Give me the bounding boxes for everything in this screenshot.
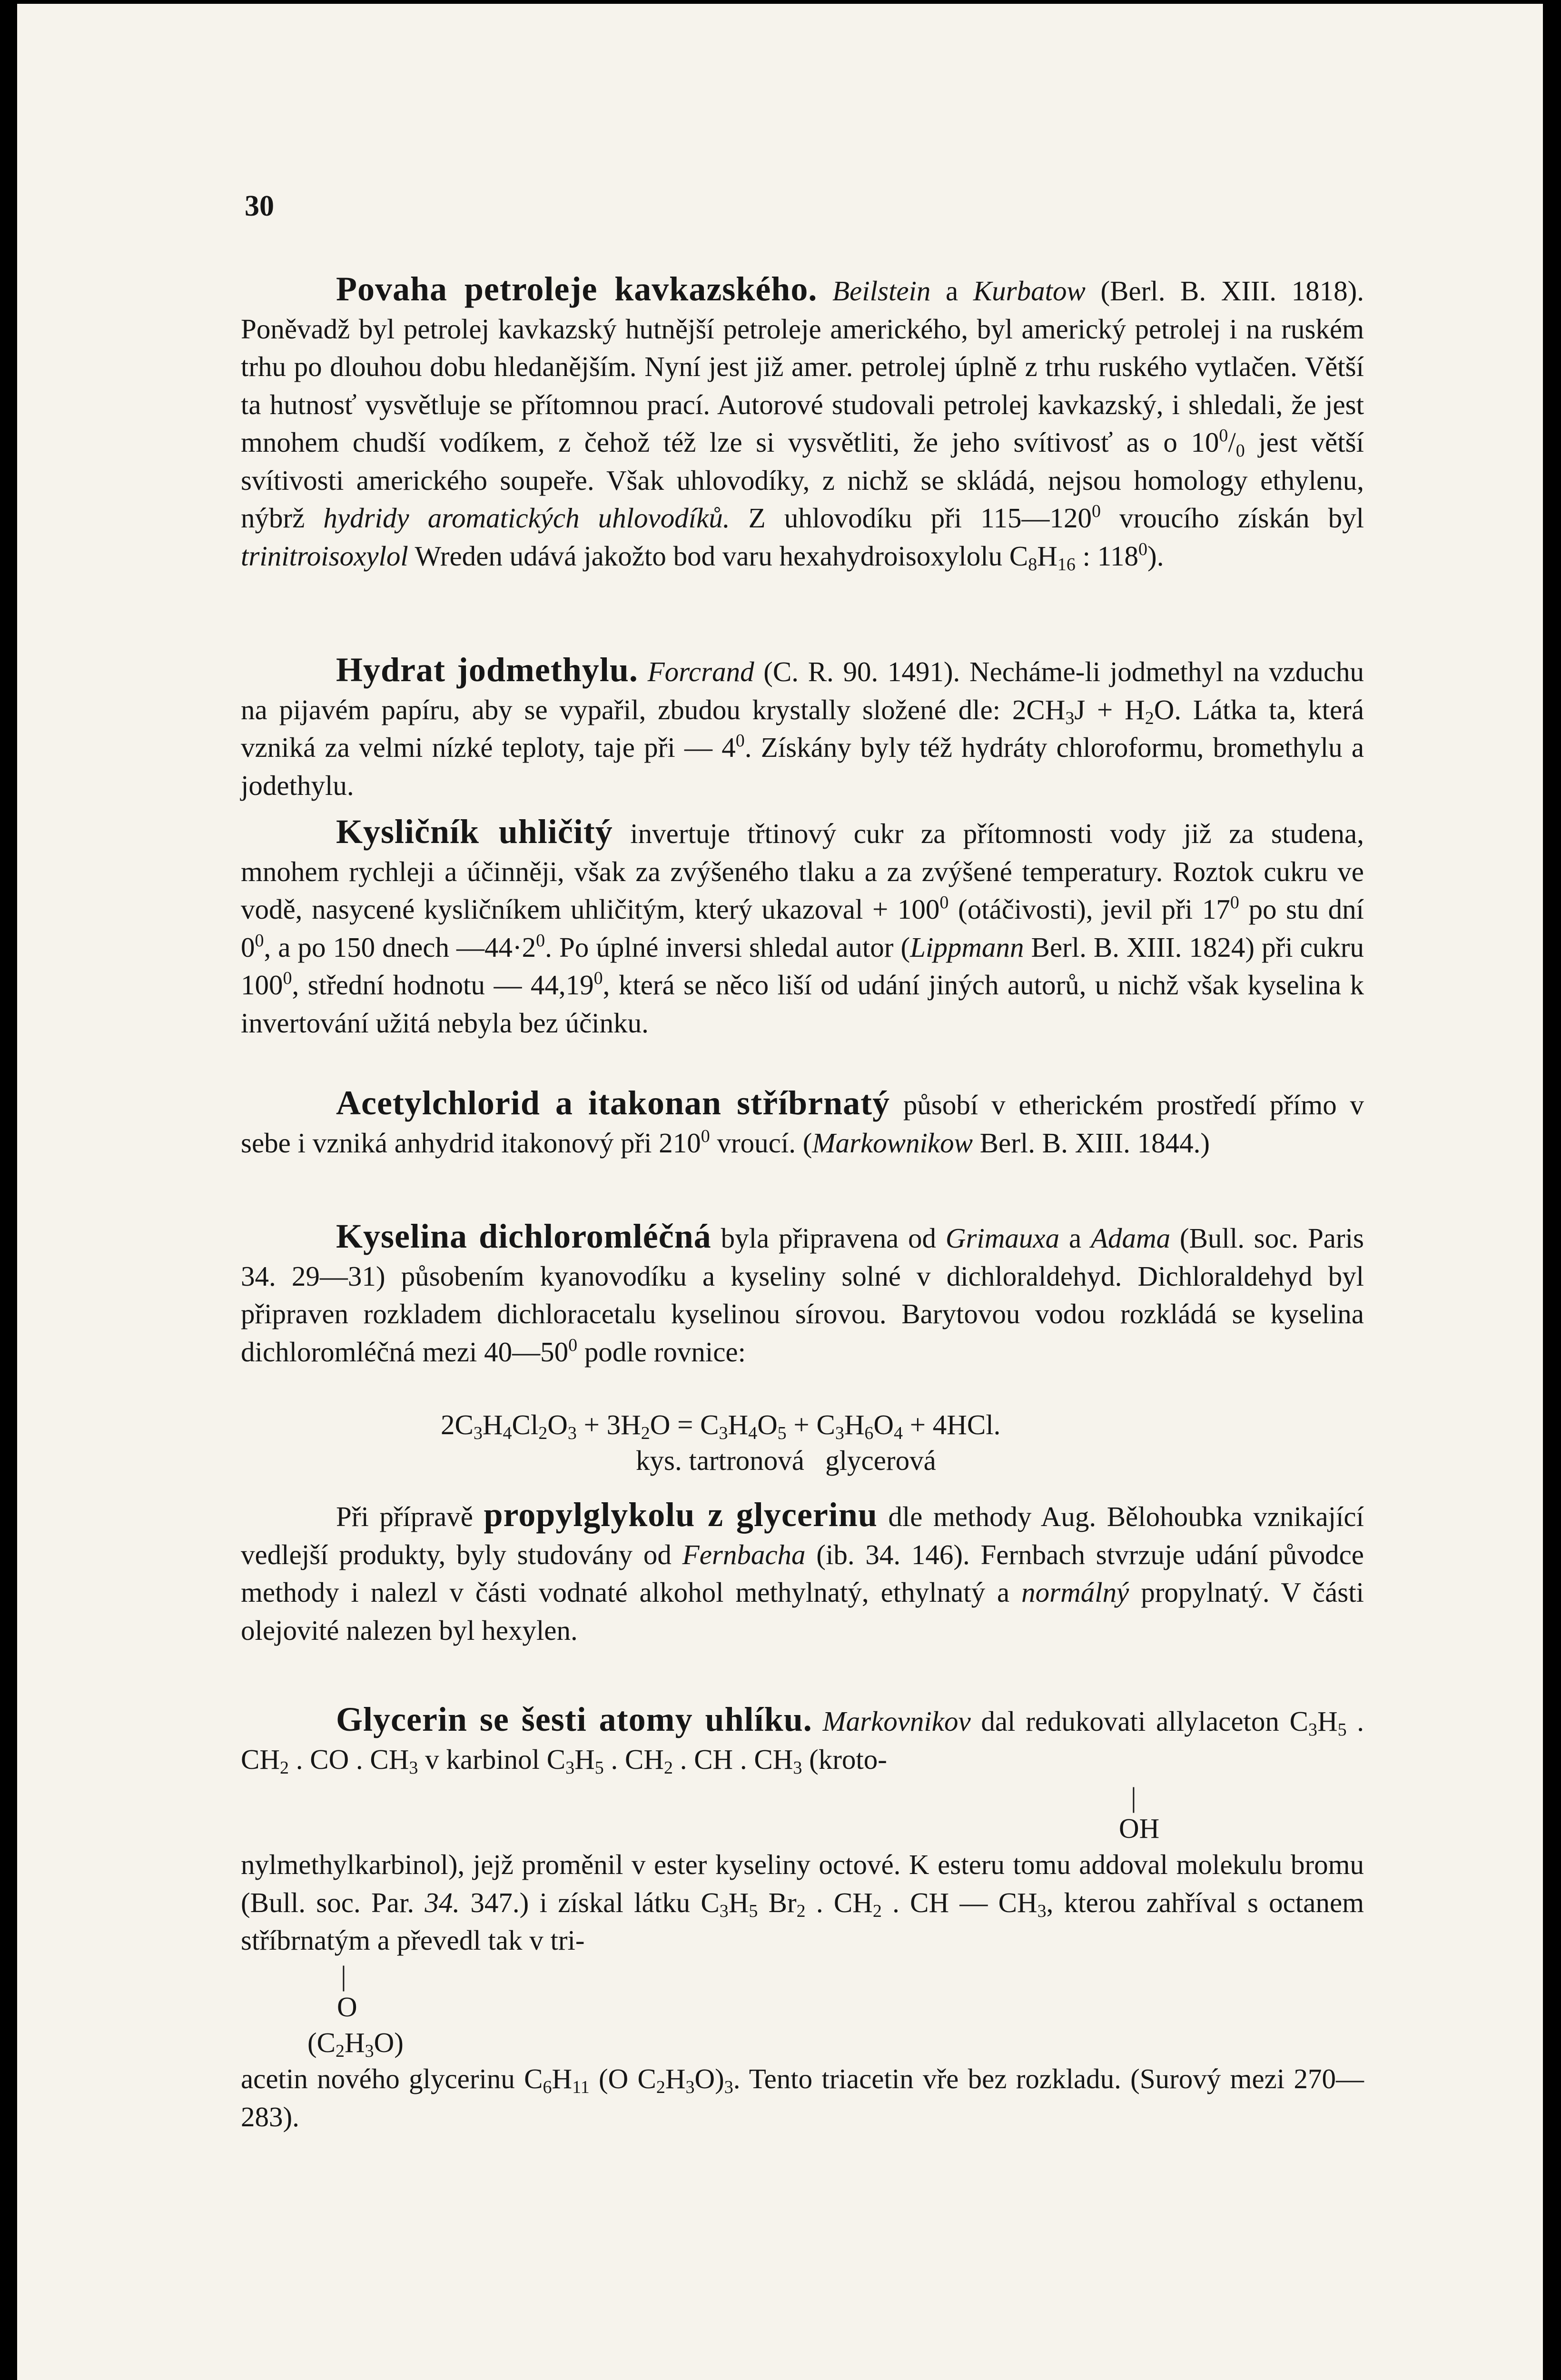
degree: 0 [255, 930, 264, 951]
text: J + H [1074, 694, 1145, 725]
eq-sub: 4 [748, 1423, 758, 1443]
eq-sub: 2 [538, 1423, 548, 1443]
degree: 0 [939, 892, 949, 912]
paragraph-carbon-dioxide [241, 813, 1364, 1042]
subscript: 3 [724, 2077, 733, 2097]
paragraph-glycerin-c6-end [241, 2060, 1364, 2136]
heading-methyl-iodide-hydrate: Hydrat jodmethylu. [336, 651, 638, 689]
text: (Bull. soc. Paris 34. 29—31) působením kyanovodíku a kyseliny solné v dichloraldehyd. Dichloraldehyd byl připraven rozkladem dichloracetalu kyselinou sírovou. Barytovou vodou rozkládá se kyselina dichloromléčná mezi 40—50 [241, 1222, 1364, 1368]
text: vroucího získán byl [1100, 502, 1364, 534]
text: byla připravena od [711, 1222, 946, 1254]
text: , která se něco liší od udání jiných autorů, u nichž však kyselina k invertování užitá nebyla bez účinku. [241, 969, 1364, 1039]
text: Br [758, 1886, 797, 1918]
eq-part: + 3H [576, 1409, 641, 1440]
text: O) [374, 2027, 404, 2058]
subscript: 6 [543, 2077, 552, 2097]
degree: 0 [568, 1335, 578, 1355]
hydroxyl-group: OH [1119, 1813, 1160, 1844]
degree: 0 [735, 731, 745, 751]
subscript: 0 [1235, 441, 1245, 461]
structural-bond: | [1131, 1782, 1136, 1813]
text: 347.) i získal látku C [460, 1886, 720, 1918]
text: (C [307, 2027, 336, 2058]
italic-volume: 34. [425, 1886, 460, 1918]
subscript: 2 [1145, 708, 1154, 728]
paragraph-acetyl-chloride [241, 1084, 1364, 1162]
text: působí v etherickém prostředí přímo v sebe i vzniká anhydrid itakonový při 210 [241, 1089, 1364, 1159]
scanned-page [17, 4, 1543, 2380]
text: . CH — CH [881, 1886, 1037, 1918]
text: v karbinol C [418, 1743, 566, 1775]
heading-acetyl-chloride: Acetylchlorid a itakonan stříbrnatý [336, 1084, 890, 1122]
eq-part: H [728, 1409, 749, 1440]
citation-author: Kurbatow [973, 275, 1086, 307]
text: vroucí. ( [710, 1127, 812, 1159]
text: jest větší svítivosti amerického soupeře. Však uhlovodíky, z nichž se skládá, nejsou homology ethylenu, nýbrž [241, 426, 1364, 534]
text: Z uhlovodíku při 115—120 [730, 502, 1092, 534]
text: Berl. B. XIII. 1844.) [972, 1127, 1210, 1159]
eq-part: + C [786, 1409, 835, 1440]
degree: 0 [1091, 501, 1101, 521]
degree: 0 [1230, 892, 1239, 912]
text: : 118 [1075, 540, 1139, 572]
text: . Po úplné inversi shledal autor ( [545, 931, 910, 963]
text: ). [1147, 540, 1164, 572]
paragraph-glycerin-c6-intro [241, 1701, 1364, 1778]
text: . CO . CH [288, 1743, 409, 1775]
text: dal redukovati allylaceton C [970, 1706, 1308, 1737]
text: (C. R. 90. 1491). Necháme-li jodmethyl na vzduchu na pijavém papíru, aby se vypařil, zbudou krystally složené dle: 2CH [241, 656, 1364, 725]
paragraph-propylglycol [241, 1496, 1364, 1649]
text: a [930, 275, 973, 307]
eq-part: O [757, 1409, 778, 1440]
subscript: 11 [572, 2077, 590, 2097]
paragraph-methyl-iodide-hydrate [241, 651, 1364, 804]
eq-sub: 6 [864, 1423, 874, 1443]
subscript: 3 [793, 1757, 802, 1778]
subscript: 3 [409, 1757, 418, 1778]
text: O. Látka ta, která vzniká za velmi nízké teploty, taje při — 4 [241, 694, 1364, 763]
text: H [728, 1886, 749, 1918]
subscript: 2 [796, 1901, 806, 1921]
text: / [1228, 426, 1236, 458]
citation-author: Fernbacha [682, 1538, 806, 1570]
eq-sub: 3 [473, 1423, 483, 1443]
subscript: 5 [594, 1757, 604, 1778]
subscript: 5 [749, 1901, 758, 1921]
heading-carbon-dioxide: Kysličník uhličitý [336, 813, 613, 851]
subscript: 3 [719, 1901, 729, 1921]
subscript: 3 [1308, 1720, 1317, 1740]
text: . CH . CH [672, 1743, 793, 1775]
subscript: 2 [656, 2077, 665, 2097]
text: . CH [805, 1886, 873, 1918]
eq-sub: 3 [567, 1423, 577, 1443]
eq-part: O [873, 1409, 894, 1440]
italic-term: trinitroisoxylol [241, 540, 408, 572]
text: H [665, 2063, 686, 2094]
subscript: 2 [336, 2041, 345, 2061]
text: po stu dní 0 [241, 893, 1364, 963]
subscript: 5 [1337, 1720, 1347, 1740]
eq-sub: 3 [719, 1423, 728, 1443]
degree: 0 [1138, 539, 1148, 559]
subscript: 3 [685, 2077, 695, 2097]
eq-part: H [482, 1409, 503, 1440]
citation-author: Forcrand [647, 656, 754, 687]
subscript: 3 [565, 1757, 575, 1778]
eq-part: 2C [441, 1409, 474, 1440]
chemical-equation [441, 1406, 1250, 1444]
subscript: 3 [365, 2041, 374, 2061]
paragraph-glycerin-c6-middle [241, 1846, 1364, 1960]
heading-glycerin-c6: Glycerin se šesti atomy uhlíku. [336, 1700, 812, 1738]
text: H [345, 2027, 365, 2058]
citation-author: Adama [1090, 1222, 1171, 1254]
eq-part: + 4HCl. [903, 1409, 1001, 1440]
paragraph-petroleum [241, 270, 1364, 575]
eq-part: H [844, 1409, 865, 1440]
citation-author: Lippmann [910, 931, 1024, 963]
eq-part: Cl [512, 1409, 539, 1440]
text: . Tento triacetin vře bez rozkladu. (Surový mezi 270—283). [241, 2063, 1364, 2132]
text: Berl. B. XIII. 1824) při cukru 100 [241, 931, 1364, 1001]
heading-dichlorolactic-acid: Kyselina dichloromléčná [336, 1217, 711, 1255]
superscript: 0 [1219, 426, 1228, 446]
subscript: 16 [1057, 554, 1076, 575]
text: , a po 150 dnech —44·2 [264, 931, 536, 963]
text: H [552, 2063, 573, 2094]
text: (kroto- [802, 1743, 887, 1775]
heading-petroleum: Povaha petroleje kavkazského. [336, 270, 818, 308]
oxygen-atom: O [337, 1991, 357, 2023]
degree: 0 [593, 968, 603, 988]
text: acetin nového glycerinu C [241, 2063, 543, 2094]
citation-author: Markownikow [812, 1127, 973, 1159]
citation-author: Grimauxa [945, 1222, 1060, 1254]
text: . Získány byly též hydráty chloroformu, bromethylu a jodethylu. [241, 732, 1364, 801]
degree: 0 [701, 1126, 710, 1146]
subscript: 3 [1065, 708, 1075, 728]
text: (O C [589, 2063, 656, 2094]
text: (otáčivosti), jevil při 17 [948, 893, 1230, 925]
italic-term: hydridy aromatických uhlovodíků. [323, 502, 730, 534]
subscript: 2 [279, 1757, 289, 1778]
text: O) [694, 2063, 724, 2094]
text: nylmethylkarbinol), jejž proměnil v ester kyseliny octové. K esteru tomu addoval molekulu bromu (Bull. soc. Par. [241, 1849, 1364, 1918]
eq-sub: 5 [777, 1423, 787, 1443]
subscript: 2 [663, 1757, 673, 1778]
page-number: 30 [245, 190, 274, 222]
text: (ib. 34. 146). Fernbach stvrzuje udání původce methody i nalezl v části vodnaté alkohol methylnatý, ethylnatý a [241, 1538, 1364, 1608]
text: Wreden udává jakožto bod varu hexahydroisoxylolu C [408, 540, 1028, 572]
citation-author: Beilstein [832, 275, 931, 307]
text: propylnatý. V části olejovité nalezen byl hexylen. [241, 1577, 1364, 1646]
text: H [1037, 540, 1057, 572]
eq-sub: 4 [894, 1423, 903, 1443]
italic-term: normálný [1021, 1577, 1129, 1608]
text: (Berl. B. XIII. 1818). Poněvadž byl petrolej kavkazský hutnější petroleje amerického, byl americký petrolej i na ruském trhu po dlouhou dobu hledanějším. Nyní jest již amer. petrolej úplně z trhu ruského vytlačen. Větší ta hutnosť vysvětluje se přítomnou prací. Autorové studovali petrolej kavkazský, i shledali, že jest mnohem chudší vodíkem, z čehož též lze si vysvětliti, že jeho svítivosť as o 10 [241, 275, 1364, 458]
text: invertuje třtinový cukr za přítomnosti vody již za studena, mnohem rychleji a účinněji, však za zvýšeného tlaku a za zvýšené temperatury. Roztok cukru ve vodě, nasycené kysličníkem uhličitým, který ukazoval + 100 [241, 818, 1364, 925]
equation-labels: kys. tartronová glycerová [636, 1445, 936, 1476]
subscript: 3 [1037, 1901, 1047, 1921]
degree: 0 [536, 930, 545, 951]
eq-sub: 4 [503, 1423, 512, 1443]
paragraph-dichlorolactic-acid [241, 1218, 1364, 1371]
text: H [574, 1743, 595, 1775]
subscript: 8 [1028, 554, 1037, 575]
text: dle methody Aug. Bělohoubka vznikající vedlejší produkty, byly studovány od [241, 1501, 1364, 1570]
text: . CH [603, 1743, 664, 1775]
acetyl-group [307, 2027, 404, 2061]
citation-author: Markovnikov [822, 1706, 971, 1737]
text: . CH [241, 1706, 1364, 1775]
structural-bond: | [341, 1960, 346, 1992]
subscript: 2 [872, 1901, 882, 1921]
eq-part: O = C [650, 1409, 719, 1440]
eq-sub: 2 [641, 1423, 650, 1443]
eq-sub: 3 [835, 1423, 844, 1443]
degree: 0 [283, 968, 292, 988]
text: , střední hodnotu — 44,19 [292, 969, 594, 1001]
text: , kterou zahříval s octanem stříbrnatým a převedl tak v tri- [241, 1886, 1364, 1956]
text: a [1059, 1222, 1091, 1254]
text: podle rovnice: [577, 1336, 746, 1368]
eq-part: O [547, 1409, 568, 1440]
text: H [1317, 1706, 1338, 1737]
heading-propylglycol: propylglykolu z glycerinu [484, 1496, 878, 1534]
text: Při přípravě [336, 1501, 484, 1532]
